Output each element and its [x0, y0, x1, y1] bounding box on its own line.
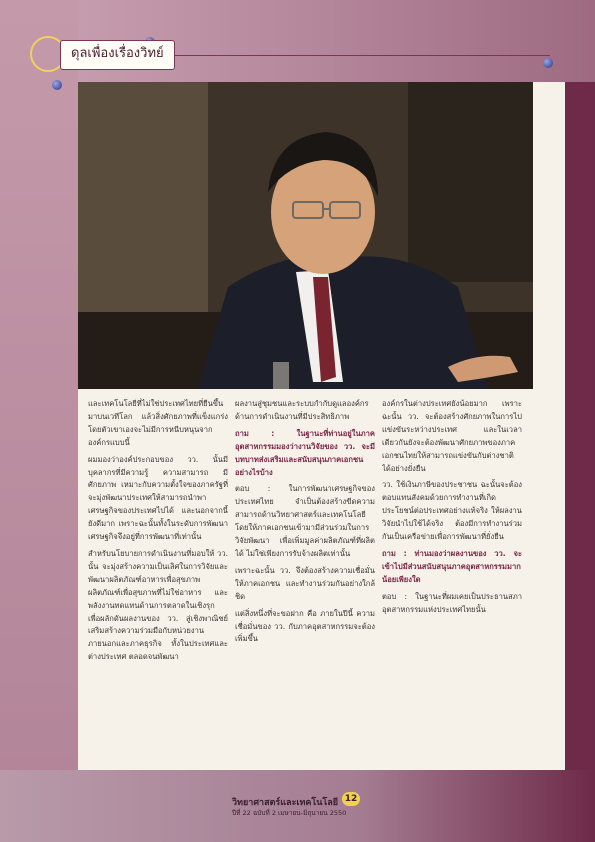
journal-title: วิทยาศาสตร์และเทคโนโลยี: [232, 798, 339, 808]
paragraph: เพราะฉะนั้น วว. จึงต้องสร้างความเชื่อมั่นให้ภาคเอกชน และทำงานร่วมกันอย่างใกล้ชิด: [235, 565, 375, 601]
article-column-1: [88, 398, 228, 763]
interview-photo: [78, 82, 533, 389]
page-number: 12: [342, 792, 360, 806]
paragraph: แต่สิ่งหนึ่งที่จะขอฝาก คือ ภายในปีนี้ ความเชื่อมั่นของ วว. กับภาคอุตสาหกรรมจะต้องเพิ่มขึ้น: [235, 608, 375, 644]
left-decor-band: [0, 0, 78, 842]
article-column-3: [382, 398, 522, 763]
answer: ตอบ : ในฐานะที่ผมเคยเป็นประธานสภาอุตสาหกรรมแห่งประเทศไทยนั้น: [382, 591, 522, 614]
question: ถาม : ท่านมองว่าผลงานของ วว. จะเข้าไปมีส่วนสนับสนุนภาคอุตสาหกรรมมากน้อยเพียงใด: [382, 548, 522, 584]
answer: ตอบ : ในการพัฒนาเศรษฐกิจของประเทศไทย จำเป็นต้องสร้างขีดความสามารถด้านวิทยาศาสตร์และเทคโนโลยี โดยให้ภาคเอกชนเข้ามามีส่วนร่วมในการวิจัยพัฒนา เพื่อเพิ่มมูลค่าผลิตภัณฑ์ที่ผลิตได้ ไม่ใช่เพียงการรับจ้างผลิตเท่านั้น: [235, 484, 375, 558]
question: ถาม : ในฐานะที่ท่านอยู่ในภาคอุตสาหกรรมมองว่างานวิจัยของ วว. จะมีบทบาทส่งเสริมและสนับสนุนภาคเอกชนอย่างไรบ้าง: [235, 428, 375, 477]
right-decor-band: [565, 82, 595, 842]
portrait-image: [78, 82, 533, 389]
issue-info: ปีที่ 22 ฉบับที่ 2 เมษายน-มิถุนายน 2550: [232, 809, 347, 817]
section-tag: ดุลเพื่องเรื่องวิทย์: [60, 40, 175, 70]
article-column-2: [235, 398, 375, 763]
paragraph: องค์กรในต่างประเทศยังน้อยมาก เพราะฉะนั้น วว. จะต้องสร้างศักยภาพในการไปแข่งขันระหว่างประเทศ และในเวลาเดียวกันยังจะต้องพัฒนาศักยภาพของภาคเอกชนไทยให้สามารถแข่งขันกับต่างชาติได้อย่างยั่งยืน: [382, 399, 522, 473]
decor-dot-icon: [543, 58, 553, 68]
decor-dot-icon: [52, 80, 62, 90]
paragraph: วว. ใช้เงินภาษีของประชาชน ฉะนั้นจะต้องตอบแทนสังคมด้วยการทำงานที่เกิดประโยชน์ต่อประเทศอย่างแท้จริง ให้ผลงานวิจัยนำไปใช้ได้จริง ต้องมีการทำงานร่วมกันเป็นเครือข่ายเพื่อการพัฒนาที่ยั่งยืน: [382, 480, 522, 542]
paragraph: ผลงานสู่ชุมชนและระบบกำกับดูแลองค์กรด้านการดำเนินงานที่มีประสิทธิภาพ: [235, 399, 369, 421]
paragraph: สำหรับนโยบายการดำเนินงานที่มอบให้ วว. นั้น จะมุ่งสร้างความเป็นเลิศในการวิจัยและพัฒนาผลิตภัณฑ์อาหารเพื่อสุขภาพ ผลิตภัณฑ์เพื่อสุขภาพที่ไม่ใช่อาหาร และพลังงานทดแทนด้านการตลาดในเชิงรุก เพื่อผลักดันผลงานของ วว. สู่เชิงพาณิชย์ เสริมสร้างความร่วมมือกับหน่วยงานภายนอกและภาคธุรกิจ ทั้งในประเทศและต่างประเทศ ตลอดจนพัฒนา: [88, 548, 228, 662]
paragraph: และเทคโนโลยีที่ไม่ใช่ประเทศไทยที่ยืนขึ้นมาบนเวทีโลก แล้วสิ่งศักยภาพที่แข็งแกร่งโดยตัวเขาเองจะไม่มีการหนีบหนุนจากองค์กรแบบนี้: [88, 399, 228, 447]
header-rule: [150, 55, 550, 56]
paragraph: ผมมองว่าองค์ประกอบของ วว. นั้นมีบุคลากรที่มีความรู้ ความสามารถ มีศักยภาพ เหมาะกับความตั้งใจของภาครัฐที่จะมุ่งพัฒนาประเทศให้สามารถนำพาเศรษฐกิจของประเทศไปได้ และนอกจากนี้ยังดีมาก เพราะฉะนั้นทั้งในระดับการพัฒนาเศรษฐกิจจึงอยู่ที่การพัฒนาที่เท่านั้น: [88, 454, 228, 542]
